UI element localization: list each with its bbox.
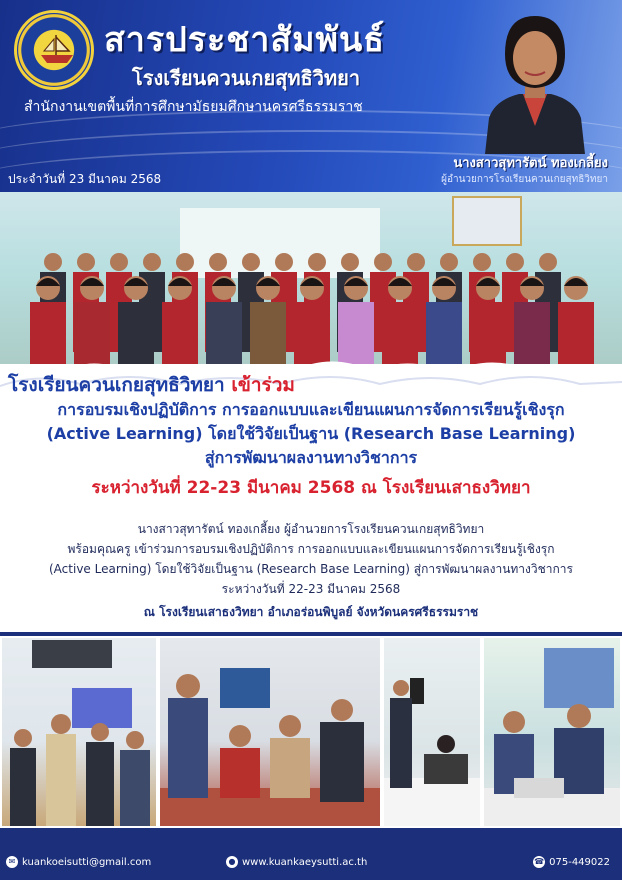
headline-school: โรงเรียนควนเกยสุทธิวิทยา bbox=[8, 374, 225, 396]
activity-photo-4 bbox=[484, 638, 620, 826]
footer-phone[interactable] bbox=[533, 856, 610, 868]
footer-website-text[interactable]: www.kuankaeysutti.ac.th bbox=[242, 857, 368, 868]
headline-line3: (Active Learning) โดยใช้วิจัยเป็นฐาน (Research Base Learning) bbox=[46, 424, 576, 443]
footer-email-text[interactable]: kuankoeisutti@gmail.com bbox=[22, 857, 152, 868]
person-head bbox=[110, 253, 128, 271]
page-title: สารประชาสัมพันธ์ bbox=[104, 20, 385, 60]
person-hair bbox=[564, 278, 588, 286]
person-head bbox=[506, 253, 524, 271]
office-name: สำนักงานเขตพื้นที่การศึกษามัธยมศึกษานครศรีธรรมราช bbox=[24, 99, 363, 115]
body-line3: (Active Learning) โดยใช้วิจัยเป็นฐาน (Research Base Learning) สู่การพัฒนาผลงานทางวิชาการ bbox=[49, 562, 573, 576]
director-role: ผู้อำนวยการโรงเรียนควนเกยสุทธิวิทยา bbox=[441, 174, 608, 185]
headline-line2: การอบรมเชิงปฏิบัติการ การออกแบบและเขียนแผนการจัดการเรียนรู้เชิงรุก bbox=[57, 400, 565, 419]
person-head bbox=[209, 253, 227, 271]
body-line1: นางสาวสุทารัตน์ ทองเกลี้ยง ผู้อำนวยการโรงเรียนควนเกยสุทธิวิทยา bbox=[137, 522, 485, 536]
headline-line4: สู่การพัฒนาผลงานทางวิชาการ bbox=[204, 448, 418, 467]
person-head bbox=[341, 253, 359, 271]
person-head bbox=[143, 253, 161, 271]
footer bbox=[0, 828, 622, 880]
director-name: นางสาวสุทารัตน์ ทองเกลี้ยง bbox=[453, 156, 608, 171]
footer-website[interactable] bbox=[226, 856, 367, 868]
director-portrait bbox=[475, 8, 595, 154]
photo-strip bbox=[0, 636, 622, 828]
school-name: โรงเรียนควนเกยสุทธิวิทยา bbox=[132, 66, 361, 90]
headline-line1 bbox=[8, 370, 295, 400]
person-head bbox=[473, 253, 491, 271]
date-line: ประจำวันที่ 23 มีนาคม 2568 bbox=[8, 172, 162, 186]
globe-icon: ● bbox=[226, 856, 238, 868]
header-banner bbox=[0, 0, 622, 192]
body-venue: ณ โรงเรียนเสาธงวิทยา อำเภอร่อนพิบูลย์ จังหวัดนครศรีธรรมราช bbox=[143, 605, 479, 619]
body-line2: พร้อมคุณครู เข้าร่วมการอบรมเชิงปฏิบัติการ การออกแบบและเขียนแผนการจัดการเรียนรู้เชิงรุก bbox=[67, 542, 555, 556]
person-head bbox=[242, 253, 260, 271]
person-head bbox=[539, 253, 557, 271]
school-logo bbox=[14, 10, 94, 90]
person-head bbox=[275, 253, 293, 271]
activity-photo-2 bbox=[160, 638, 380, 826]
person-head bbox=[407, 253, 425, 271]
person-head bbox=[176, 253, 194, 271]
email-icon: ✉ bbox=[6, 856, 18, 868]
person-head bbox=[374, 253, 392, 271]
person-head bbox=[44, 253, 62, 271]
person-head bbox=[77, 253, 95, 271]
ship-icon bbox=[39, 33, 75, 65]
activity-photo-3 bbox=[384, 638, 480, 826]
footer-email[interactable] bbox=[6, 856, 151, 868]
phone-icon: ☎ bbox=[534, 857, 545, 866]
headline-date-venue: ระหว่างวันที่ 22-23 มีนาคม 2568 ณ โรงเรียนเสาธงวิทยา bbox=[91, 478, 531, 498]
person-head bbox=[440, 253, 458, 271]
body-line4: ระหว่างวันที่ 22-23 มีนาคม 2568 bbox=[221, 582, 401, 596]
footer-phone-text[interactable]: 075-449022 bbox=[549, 857, 610, 868]
activity-photo-1 bbox=[2, 638, 156, 826]
headline-join: เข้าร่วม bbox=[231, 374, 295, 396]
person-head bbox=[308, 253, 326, 271]
